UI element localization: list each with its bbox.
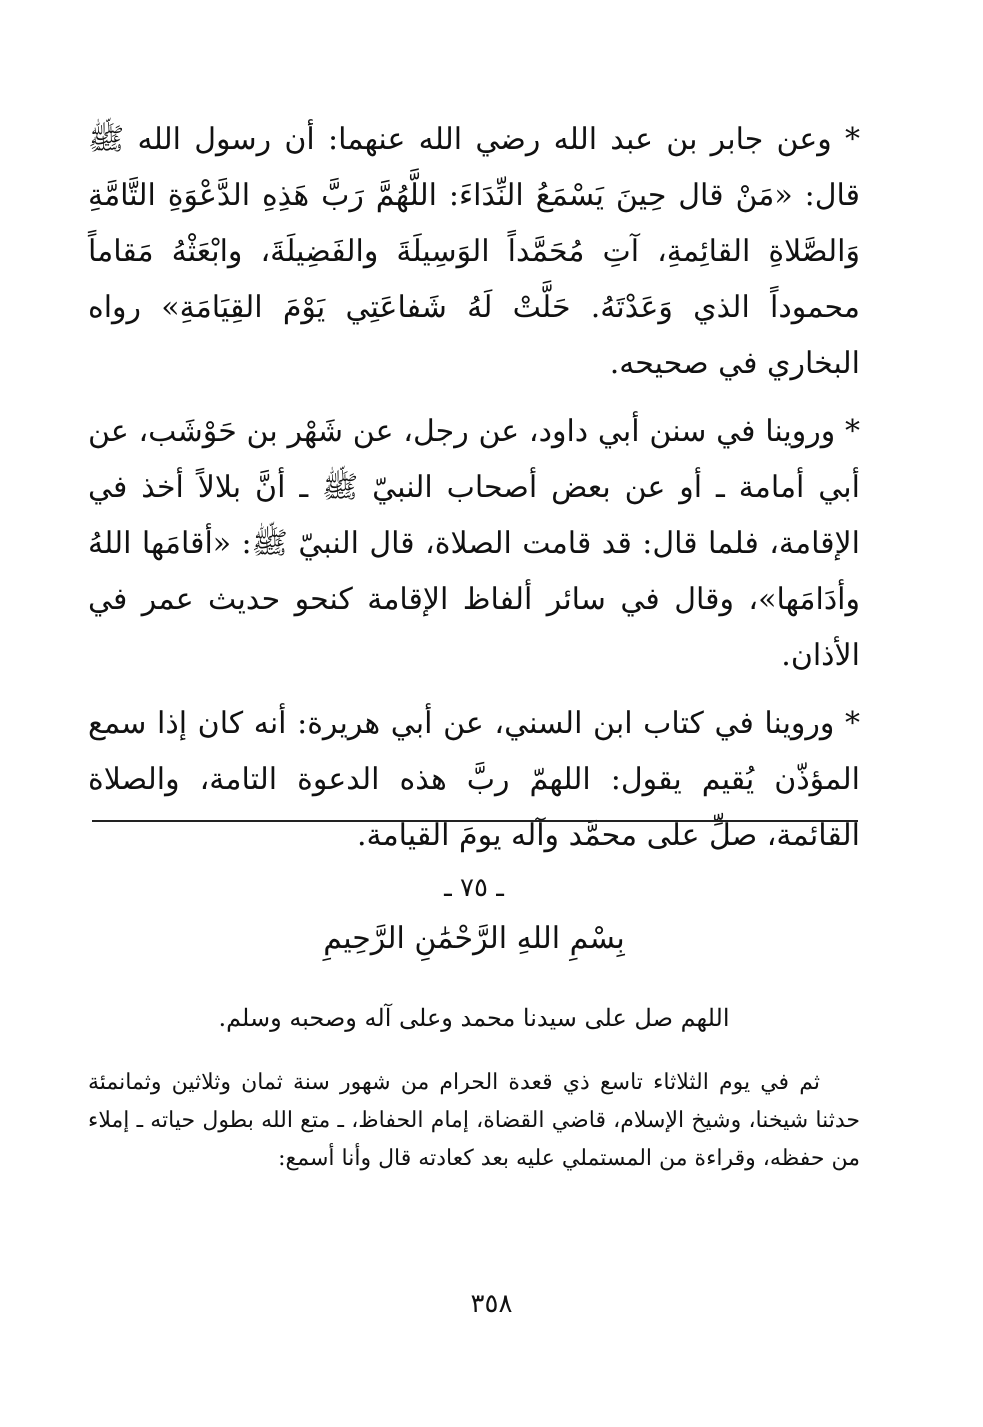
page-number: ٣٥٨	[470, 1289, 513, 1319]
hadith-paragraph-ibn-sunni: * وروينا في كتاب ابن السني، عن أبي هريرة: أنه كان إذا سمع المؤذّن يُقيم يقول: اللهمّ ربَّ هذه الدعوة التامة، والصلاة القائمة، صلِّ على محمَّد وآله يومَ القيامة.	[88, 706, 860, 853]
hadith-section	[88, 112, 860, 876]
majlis-intro-paragraph: ثم في يوم الثلاثاء تاسع ذي قعدة الحرام من شهور سنة ثمان وثلاثين وثمانمئة حدثنا شيخنا، وشيخ الإسلام، قاضي القضاة، إمام الحفاظ، ـ متع الله بطول حياته ـ إملاء من حفظه، وقراءة من المستملي عليه بعد كعادته قال وأنا أسمع:	[88, 1070, 860, 1171]
salawat-line: اللهم صل على سيدنا محمد وعلى آله وصحبه وسلم.	[218, 1004, 730, 1032]
basmala: بِسْمِ اللهِ الرَّحْمَٰنِ الرَّحِيمِ	[323, 921, 625, 956]
section-divider	[92, 820, 858, 822]
section-number: ـ ٧٥ ـ	[444, 873, 504, 903]
hadith-paragraph-abu-dawud: * وروينا في سنن أبي داود، عن رجل، عن شَهْر بن حَوْشَب، عن أبي أمامة ـ أو عن بعض أصحاب النبيّ ﷺ ـ أنَّ بلالاً أخذ في الإقامة، فلما قال: قد قامت الصلاة، قال النبيّ ﷺ: «أقامَها اللهُ وأدَامَها»، وقال في سائر ألفاظ الإقامة كنحو حديث عمر في الأذان.	[88, 414, 860, 673]
majlis-section	[88, 868, 860, 1178]
hadith-paragraph-jabir: * وعن جابر بن عبد الله رضي الله عنهما: أن رسول الله ﷺ قال: «مَنْ قال حِينَ يَسْمَعُ النِّدَاءَ: اللَّهُمَّ رَبَّ هَذِهِ الدَّعْوَةِ التَّامَّةِ وَالصَّلاةِ القائِمةِ، آتِ مُحَمَّداً الوَسِيلَةَ والفَضِيلَةَ، وابْعَثْهُ مَقاماً محموداً الذي وَعَدْتَهُ. حَلَّتْ لَهُ شَفاعَتِي يَوْمَ القِيَامَةِ» رواه البخاري في صحيحه.	[88, 122, 860, 381]
